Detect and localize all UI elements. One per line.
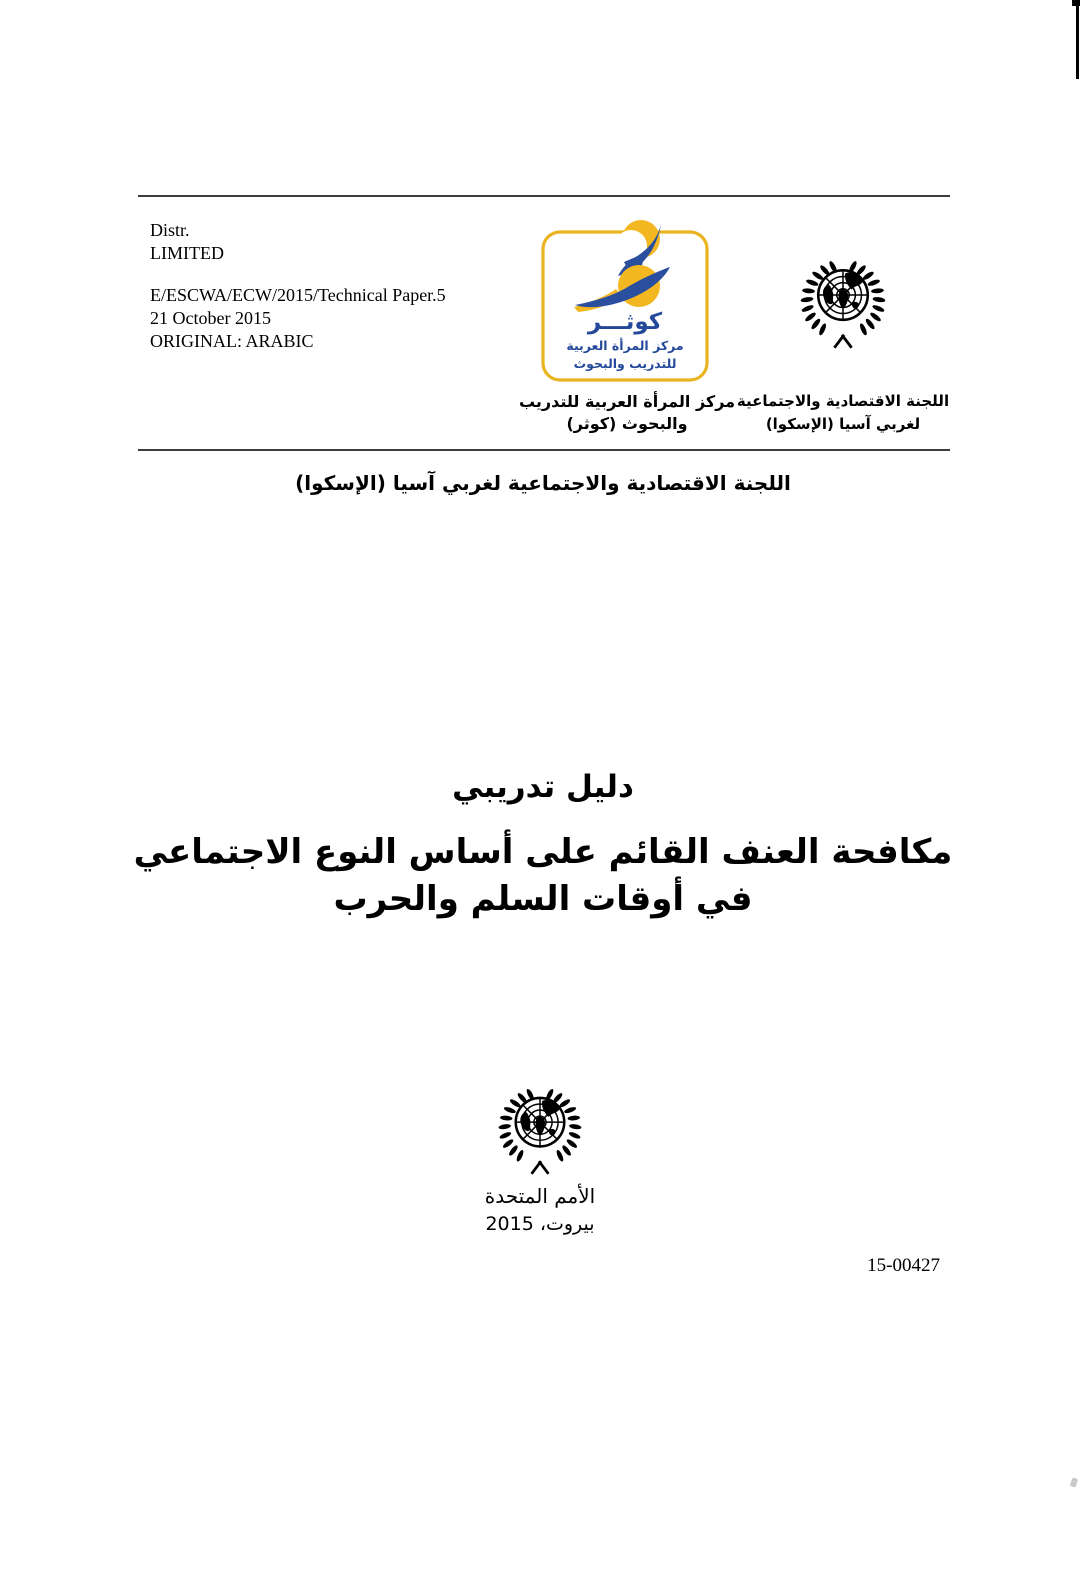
un-emblem-icon <box>789 252 897 351</box>
distr-label: Distr. <box>150 220 190 240</box>
document-number: 15-00427 <box>867 1255 940 1276</box>
distr-value: LIMITED <box>150 243 224 263</box>
document-title-line1: مكافحة العنف القائم على أساس النوع الاجتماعي <box>133 832 953 872</box>
bottom-corner-artifact-mark <box>1070 1477 1078 1487</box>
place-and-year: بيروت، 2015 <box>485 1213 595 1235</box>
footer-emblem-block <box>0 1080 1080 1235</box>
kawthar-caption-line1: مركز المرأة العربية للتدريب <box>518 392 736 411</box>
document-subtitle: دليل تدريبي <box>452 769 634 805</box>
kawthar-caption <box>507 391 747 435</box>
united-nations-name: الأمم المتحدة <box>484 1184 596 1208</box>
organization-name-line: اللجنة الاقتصادية والاجتماعية لغربي آسيا (الإسكوا) <box>295 471 791 495</box>
kawthar-wordmark: كوثـــر <box>587 309 663 335</box>
document-title-line2: في أوقات السلم والحرب <box>333 879 753 919</box>
title-block <box>3 769 1080 923</box>
page-corner-crop-mark <box>1076 0 1079 79</box>
header-bottom-rule <box>138 449 950 451</box>
doc-original-language: ORIGINAL: ARABIC <box>150 331 314 351</box>
kawthar-caption-line2: والبحوث (كوثر) <box>566 414 688 433</box>
document-id-block <box>150 219 446 353</box>
escwa-caption-line1: اللجنة الاقتصادية والاجتماعية <box>736 392 950 410</box>
doc-symbol: E/ESCWA/ECW/2015/Technical Paper.5 <box>150 285 446 305</box>
kawthar-logo-subline2: للتدريب والبحوث <box>573 356 677 371</box>
escwa-caption-line2: لغربي آسيا (الإسكوا) <box>765 415 921 433</box>
doc-date: 21 October 2015 <box>150 308 271 328</box>
un-emblem-footer-icon <box>487 1080 593 1177</box>
page-corner-crop-mark-nub <box>1072 0 1080 6</box>
escwa-caption <box>723 390 963 436</box>
kawthar-logo-icon <box>540 212 710 384</box>
kawthar-logo-subline1: مركز المرأة العربية <box>566 338 684 353</box>
header-top-rule <box>138 195 950 197</box>
